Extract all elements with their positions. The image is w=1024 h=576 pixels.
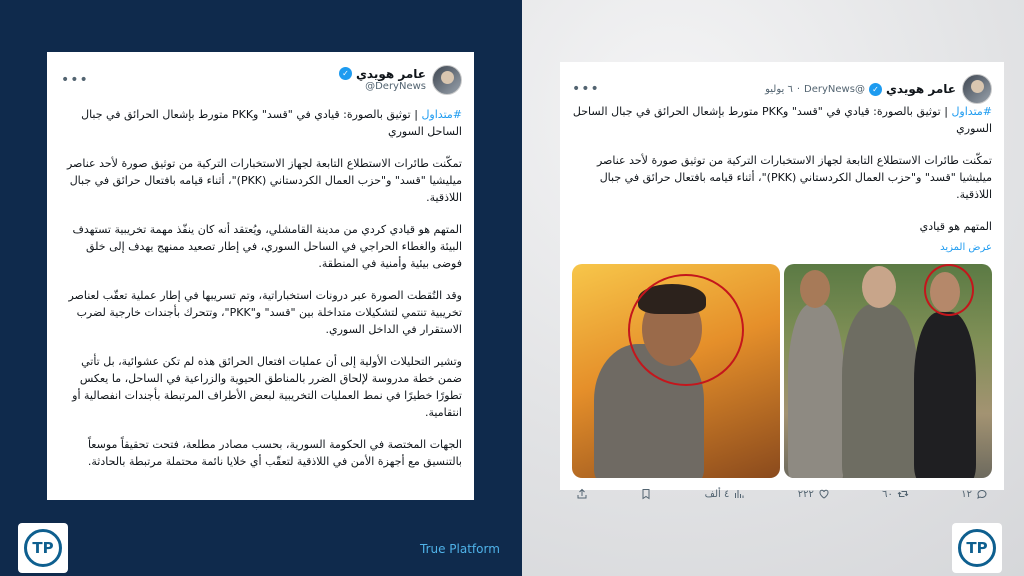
- photo-suspect[interactable]: [572, 264, 780, 478]
- tweet-headline: | توثيق بالصورة: قيادي في "قسد" وPKK متورط بإشعال الحرائق في جبال الساحل السوري: [572, 105, 992, 135]
- like-count: ٢٢٢: [797, 488, 814, 500]
- right-tweet-card: [560, 62, 1004, 500]
- logo-mark: TP: [24, 529, 62, 567]
- hashtag-link[interactable]: #متداول: [421, 108, 462, 121]
- reply-icon: [976, 488, 988, 500]
- tweet-text: [572, 103, 992, 256]
- tweet-paragraph: وقد التُقطت الصورة عبر درونات استخباراتية، وتم تسريبها في إطار عملية تعقّب لعناصر تخريبية تنتمي لتشكيلات متداخلة بين "قسد" و"PKK"، وتتحرك بأجندات خارجية لضرب الاستقرار في الداخل السوري.: [68, 289, 462, 336]
- avatar[interactable]: [962, 74, 992, 104]
- tweet-paragraph: تمكّنت طائرات الاستطلاع التابعة لجهاز الاستخبارات التركية من توثيق صورة لأحد عناصر ميليشيا "قسد" و"حزب العمال الكردستاني (PKK)"، أثناء قيامه بافتعال حرائق في جبال اللاذقية.: [596, 154, 992, 201]
- views-button[interactable]: [705, 488, 746, 500]
- author-names: [339, 67, 426, 93]
- avatar[interactable]: [432, 65, 462, 95]
- author-name[interactable]: عامر هويدي: [885, 82, 956, 96]
- tweet-author[interactable]: [765, 74, 992, 104]
- person-head: [862, 266, 896, 308]
- person-head: [800, 270, 830, 308]
- person-figure: [842, 304, 918, 478]
- tweet-actions: [572, 488, 992, 500]
- tweet-paragraph: المتهم هو قيادي كردي من مدينة القامشلي، ويُعتقد أنه كان ينفّذ مهمة تخريبية تستهدف البيئة والغطاء الحراجي في الساحل السوري، في إطار تصعيد ممنهج يهدف إلى خلق فوضى بيئية وأمنية في المنطقة.: [72, 223, 462, 270]
- views-count: ٤ ألف: [704, 488, 730, 500]
- person-figure: [788, 304, 844, 478]
- bookmark-button[interactable]: [640, 488, 652, 500]
- separator-dot: ·: [796, 83, 801, 95]
- verified-badge-icon: ✓: [339, 67, 352, 80]
- share-icon: [576, 488, 588, 500]
- more-icon[interactable]: •••: [572, 81, 600, 97]
- tweet-text: [61, 106, 462, 470]
- photo-group[interactable]: [784, 264, 992, 478]
- author-name-row: [765, 82, 956, 96]
- highlight-circle: [628, 274, 744, 386]
- tweet-header: [61, 62, 462, 98]
- bookmark-icon: [640, 488, 652, 500]
- highlight-circle: [924, 264, 974, 316]
- author-handle[interactable]: @DeryNews: [365, 81, 426, 93]
- tweet-header: [572, 71, 992, 107]
- left-tweet-card: [47, 52, 474, 500]
- retweet-count: ٦٠: [882, 488, 893, 500]
- brand-text: True Platform: [420, 542, 500, 556]
- verified-badge-icon: ✓: [869, 83, 882, 96]
- tweet-date[interactable]: ٦ يوليو: [765, 83, 793, 95]
- author-handle[interactable]: @DeryNews: [804, 83, 865, 95]
- retweet-icon: [897, 488, 909, 500]
- heart-icon: [818, 488, 830, 500]
- tweet-paragraph: تمكّنت طائرات الاستطلاع التابعة لجهاز الاستخبارات التركية من توثيق صورة لأحد عناصر ميليشيا "قسد" و"حزب العمال الكردستاني (PKK)"، أثناء قيامه بافتعال حرائق في جبال اللاذقية.: [66, 157, 462, 204]
- tweet-paragraph: الجهات المختصة في الحكومة السورية، بحسب مصادر مطلعة، فتحت تحقيقاً موسعاً بالتنسيق مع أجهزة الأمن في اللاذقية لتعقّب أي خلايا نائمة محتملة مرتبطة بالحادثة.: [87, 438, 462, 468]
- author-name-row: [339, 67, 426, 81]
- tweet-paragraph: المتهم هو قيادي: [919, 220, 992, 233]
- reply-count: ١٢: [961, 488, 972, 500]
- views-chart-icon: [733, 488, 745, 500]
- true-platform-logo: [952, 523, 1002, 573]
- show-more-link[interactable]: عرض المزيد: [940, 242, 992, 253]
- retweet-button[interactable]: [882, 488, 909, 500]
- tweet-author[interactable]: [339, 65, 462, 95]
- more-icon[interactable]: •••: [61, 72, 89, 88]
- person-figure: [914, 312, 976, 478]
- author-name[interactable]: عامر هويدي: [355, 66, 426, 81]
- share-button[interactable]: [576, 488, 588, 500]
- tweet-headline: | توثيق بالصورة: قيادي في "قسد" وPKK متورط بإشعال الحرائق في جبال الساحل السوري: [81, 108, 462, 138]
- hashtag-link[interactable]: #متداول: [951, 105, 992, 118]
- tweet-media[interactable]: [572, 264, 992, 478]
- reply-button[interactable]: [961, 488, 988, 500]
- true-platform-logo: [18, 523, 68, 573]
- like-button[interactable]: [798, 488, 830, 500]
- logo-mark: TP: [958, 529, 996, 567]
- tweet-paragraph: وتشير التحليلات الأولية إلى أن عمليات افتعال الحرائق هذه لم تكن عشوائية، بل تأتي ضمن خطة مدروسة لإلحاق الضرر بالمناطق الحيوية والزراعية في الساحل، ما يعكس تطورًا خطيرًا في نمط العمليات التخريبية لبعض الأطراف المرتبطة بأجندات انفصالية أو انتقامية.: [72, 355, 462, 419]
